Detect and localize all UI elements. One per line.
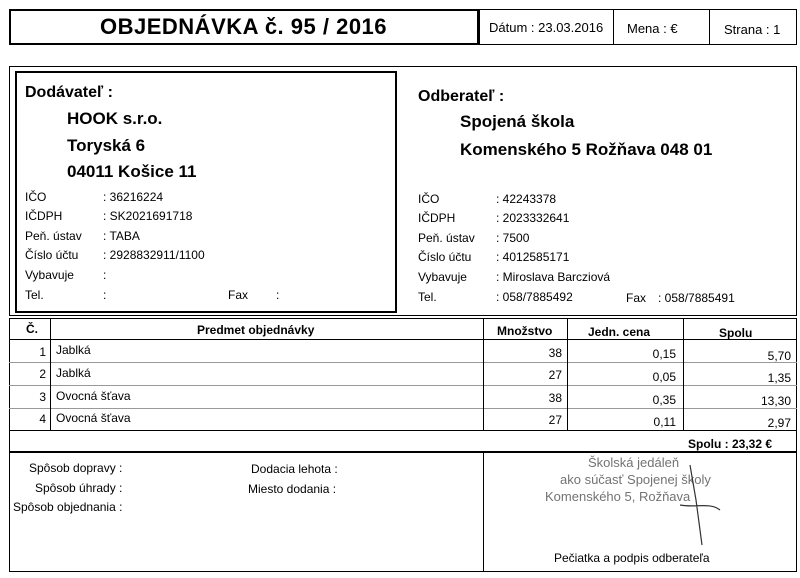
row-number: 3 (39, 390, 46, 404)
row-qty: 27 (548, 368, 562, 382)
supplier-fax-value: : (276, 288, 280, 302)
col-header-no: Č. (26, 322, 38, 336)
order-sum: Spolu : 23,32 € (688, 437, 773, 451)
col-header-price: Jedn. cena (588, 325, 651, 339)
customer-contact-label: Vybavuje (418, 270, 467, 284)
row-number: 4 (39, 412, 46, 426)
supplier-city: 04011 Košice 11 (67, 162, 197, 181)
supplier-tel-label: Tel. (25, 288, 44, 302)
supplier-contact-label: Vybavuje (25, 268, 74, 282)
supplier-bank-label: Peň. ústav (25, 229, 82, 243)
row-item: Ovocná šťava (56, 389, 131, 403)
row-number: 2 (39, 367, 46, 381)
row-price: 0,35 (652, 393, 676, 407)
customer-tel-label: Tel. (418, 290, 437, 304)
col-header-item: Predmet objednávky (197, 323, 315, 337)
table-col-divider (683, 318, 684, 430)
stamp-line-1: Školská jedáleň (588, 455, 680, 470)
supplier-bank-value: : TABA (103, 229, 140, 243)
delivery-deadline-label: Dodacia lehota : (251, 462, 338, 476)
table-col-divider (567, 318, 568, 430)
customer-account-value: : 4012585171 (496, 250, 570, 264)
row-total: 5,70 (767, 349, 791, 363)
order-method-label: Spôsob objednania : (13, 500, 123, 514)
customer-ico-label: IČO (418, 192, 440, 206)
row-item: Jablká (56, 366, 91, 380)
row-qty: 38 (548, 346, 562, 360)
row-price: 0,05 (652, 370, 676, 384)
supplier-tel-value: : (103, 288, 107, 302)
row-total: 2,97 (767, 416, 791, 430)
supplier-contact-value: : (103, 268, 107, 282)
footer-divider (483, 452, 484, 572)
customer-account-label: Číslo účtu (418, 250, 472, 264)
order-date: Dátum : 23.03.2016 (489, 20, 604, 35)
col-header-qty: Množstvo (497, 324, 553, 338)
row-number: 1 (39, 345, 46, 359)
table-row-divider (9, 362, 797, 363)
col-header-total: Spolu (719, 326, 753, 340)
delivery-method-label: Spôsob dopravy : (29, 461, 123, 475)
supplier-name: HOOK s.r.o. (67, 109, 163, 128)
supplier-ico-label: IČO (25, 190, 47, 204)
supplier-icdph-value: : SK2021691718 (103, 209, 193, 223)
customer-fax-label: Fax (626, 291, 647, 305)
table-col-divider (50, 318, 51, 430)
stamp-line-2: ako súčasť Spojenej školy (560, 472, 711, 487)
customer-ico-value: : 42243378 (496, 192, 557, 206)
table-row-divider (9, 408, 797, 409)
supplier-icdph-label: IČDPH (25, 209, 63, 223)
customer-name: Spojená škola (460, 112, 575, 131)
signature-label: Pečiatka a podpis odberateľa (554, 551, 710, 565)
customer-icdph-label: IČDPH (418, 211, 456, 225)
currency: Mena : € (627, 21, 678, 36)
supplier-street: Toryská 6 (67, 136, 146, 155)
row-total: 13,30 (760, 394, 791, 408)
supplier-heading: Dodávateľ : (25, 84, 113, 101)
delivery-place-label: Miesto dodania : (248, 482, 337, 496)
row-price: 0,11 (653, 415, 676, 429)
table-header-divider (9, 339, 797, 340)
customer-address: Komenského 5 Rožňava 048 01 (460, 140, 713, 159)
table-row-divider (9, 385, 797, 386)
customer-fax-value: : 058/7885491 (658, 291, 735, 305)
row-price: 0,15 (652, 347, 676, 361)
supplier-account-label: Číslo účtu (25, 248, 79, 262)
row-item: Jablká (56, 343, 91, 357)
table-body-bottom (9, 430, 797, 431)
page-number: Strana : 1 (724, 22, 781, 37)
customer-bank-value: : 7500 (496, 231, 530, 245)
stamp-line-3: Komenského 5, Rožňava (545, 489, 691, 504)
customer-heading: Odberateľ : (418, 88, 505, 105)
customer-tel-value: : 058/7885492 (496, 290, 573, 304)
row-qty: 27 (548, 413, 562, 427)
signature-mark (650, 460, 730, 550)
customer-bank-label: Peň. ústav (418, 231, 475, 245)
row-total: 1,35 (767, 371, 791, 385)
customer-contact-value: : Miroslava Barcziová (496, 270, 611, 284)
payment-method-label: Spôsob úhrady : (35, 481, 123, 495)
customer-icdph-value: : 2023332641 (496, 211, 570, 225)
row-item: Ovocná šťava (56, 411, 131, 425)
row-qty: 38 (548, 391, 562, 405)
supplier-account-value: : 2928832911/1100 (103, 248, 205, 262)
page-title: OBJEDNÁVKA č. 95 / 2016 (100, 14, 388, 39)
supplier-ico-value: : 36216224 (103, 190, 164, 204)
supplier-fax-label: Fax (228, 288, 249, 302)
table-col-divider (483, 318, 484, 430)
